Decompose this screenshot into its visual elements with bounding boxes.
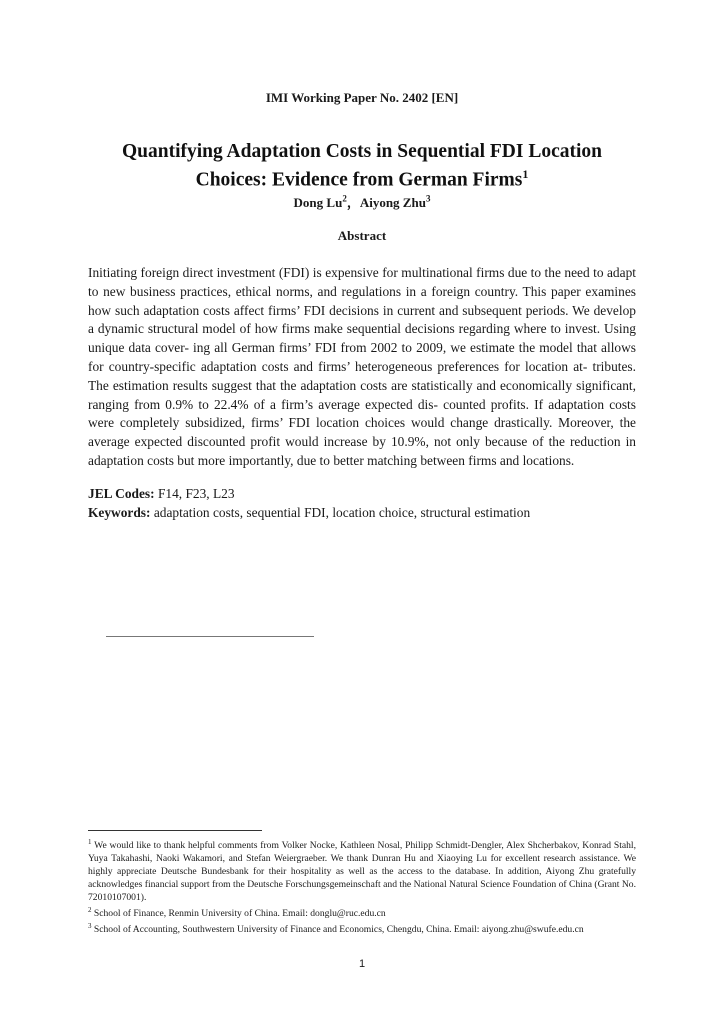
page-number: 1 xyxy=(358,958,366,970)
author-name: Dong Lu xyxy=(293,195,343,210)
paper-title xyxy=(88,140,636,192)
keywords-value: adaptation costs, sequential FDI, location choice, structural estimation xyxy=(150,505,531,520)
jel-codes-value: F14, F23, L23 xyxy=(154,486,235,501)
author-name: Aiyong Zhu xyxy=(359,195,426,210)
footnote xyxy=(88,904,636,920)
footnote-marker: 2 xyxy=(88,906,92,915)
footnotes xyxy=(88,836,636,937)
divider-line xyxy=(106,636,314,637)
author-separator: ， xyxy=(346,195,360,210)
footnote-text: We would like to thank helpful comments from Volker Nocke, Kathleen Nosal, Philipp Schmidt-Dengler, Alex Shcherbakov, Konrad Stahl, Yuya Takahashi, Naoki Wakamori, and Stefan Weiergraeber. We thank Dunran Hu and Xiaoying Lu for excellent research assistance. We highly appreciate Deutsche Bundesbank for their hospitality as well as the access to the database. In addition, Aiyong Zhu gratefully acknowledges financial support from the Deutsche Forschungsgemeinschaft and the National Natural Science Foundation of China (Grant No. 72010107001). xyxy=(88,840,636,904)
keywords-label: Keywords: xyxy=(88,505,151,520)
title-line-1: Quantifying Adaptation Costs in Sequential FDI Location xyxy=(121,141,602,162)
footnote-text: School of Finance, Renmin University of China. Email: donglu@ruc.edu.cn xyxy=(91,908,386,920)
title-line-2: Choices: Evidence from German Firms xyxy=(195,169,523,191)
abstract-heading: Abstract xyxy=(337,228,387,243)
jel-codes xyxy=(88,486,636,502)
footnote xyxy=(88,920,636,936)
author-footnote-marker: 3 xyxy=(425,193,431,204)
abstract-text: Initiating foreign direct investment (FDI) is expensive for multinational firms due to the need to adapt to new business practices, ethical norms, and regulations in a foreign country. This paper examines how such adaptation costs affect firms’ FDI decisions in current and subsequent periods. We develop a dynamic structural model of how firms make sequential decisions regarding where to invest. Using unique data cover- ing all German firms’ FDI from 2002 to 2009, we estimate the model that allows for country-specific adaptation costs and firms’ heterogeneous preferences for location at- tributes. The estimation results suggest that the adaptation costs are statistically and economically significant, ranging from 0.9% to 22.4% of a firm’s average expected dis- counted profits. If adaptation costs were completely subsidized, firms’ FDI location choices would change drastically. Moreover, the average expected discounted profit would increase by 10.9%, not only because of the reduction in adaptation costs but more importantly, due to better matching between firms and locations. xyxy=(88,265,636,468)
keywords xyxy=(88,505,636,521)
jel-codes-label: JEL Codes: xyxy=(88,486,155,501)
author-list xyxy=(0,192,724,211)
author-footnote-marker: 2 xyxy=(342,193,347,204)
footnote-marker: 3 xyxy=(88,922,92,931)
footnote xyxy=(88,836,636,904)
title-footnote-marker: 1 xyxy=(522,167,529,181)
working-paper-series-label: IMI Working Paper No. 2402 [EN] xyxy=(265,90,459,105)
footnote-text: School of Accounting, Southwestern University of Finance and Economics, Chengdu, China. Email: aiyong.zhu@swufe.edu.cn xyxy=(91,924,584,936)
footnote-marker: 1 xyxy=(88,838,92,846)
footnote-separator xyxy=(88,830,262,831)
